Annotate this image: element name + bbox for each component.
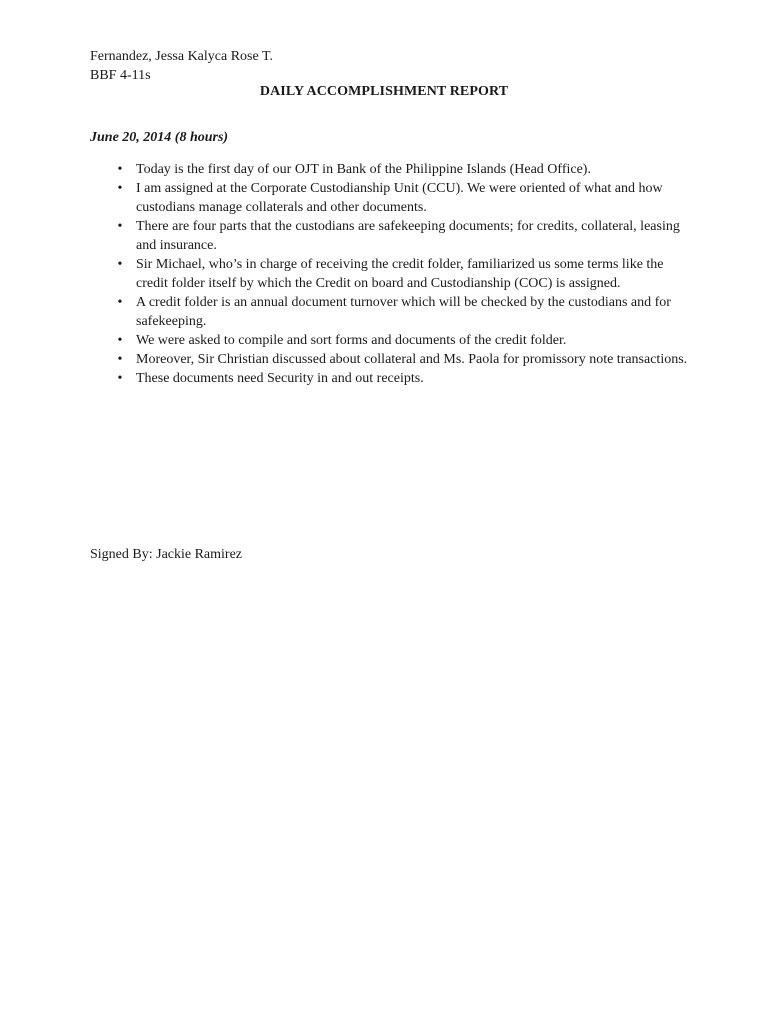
list-item-text: A credit folder is an annual document turnover which will be checked by the custodians and for safekeeping. — [136, 295, 671, 329]
list-item-text: Today is the first day of our OJT in Bank of the Philippine Islands (Head Office). — [136, 162, 591, 177]
entry-date-heading: June 20, 2014 (8 hours) — [90, 130, 229, 145]
list-item — [90, 293, 690, 331]
report-title: DAILY ACCOMPLISHMENT REPORT — [259, 84, 509, 99]
list-item — [90, 160, 690, 179]
bullet-icon: • — [117, 352, 123, 367]
section-code: BBF 4-11s — [90, 68, 151, 83]
student-name: Fernandez, Jessa Kalyca Rose T. — [90, 49, 273, 64]
bullet-icon: • — [117, 295, 123, 310]
list-item — [90, 217, 690, 255]
list-item — [90, 255, 690, 293]
bullet-icon: • — [117, 219, 123, 234]
list-item-text: These documents need Security in and out receipts. — [136, 371, 424, 386]
bullet-icon: • — [117, 181, 123, 196]
accomplishment-list — [90, 160, 690, 388]
list-item-text: There are four parts that the custodians are safekeeping documents; for credits, collateral, leasing and insurance. — [136, 219, 680, 253]
bullet-icon: • — [117, 371, 123, 386]
list-item — [90, 369, 690, 388]
list-item-text: Moreover, Sir Christian discussed about collateral and Ms. Paola for promissory note transactions. — [136, 352, 688, 367]
list-item-text: I am assigned at the Corporate Custodianship Unit (CCU). We were oriented of what and how custodians manage collaterals and other documents. — [136, 181, 663, 215]
bullet-icon: • — [117, 333, 123, 348]
list-item-text: We were asked to compile and sort forms and documents of the credit folder. — [136, 333, 567, 348]
list-item — [90, 331, 690, 350]
bullet-icon: • — [117, 257, 123, 272]
bullet-icon: • — [117, 162, 123, 177]
list-item-text: Sir Michael, who’s in charge of receiving the credit folder, familiarized us some terms like the credit folder itself by which the Credit on board and Custodianship (COC) is assigned. — [136, 257, 664, 291]
list-item — [90, 179, 690, 217]
list-item — [90, 350, 690, 369]
signature-line: Signed By: Jackie Ramirez — [90, 547, 243, 562]
